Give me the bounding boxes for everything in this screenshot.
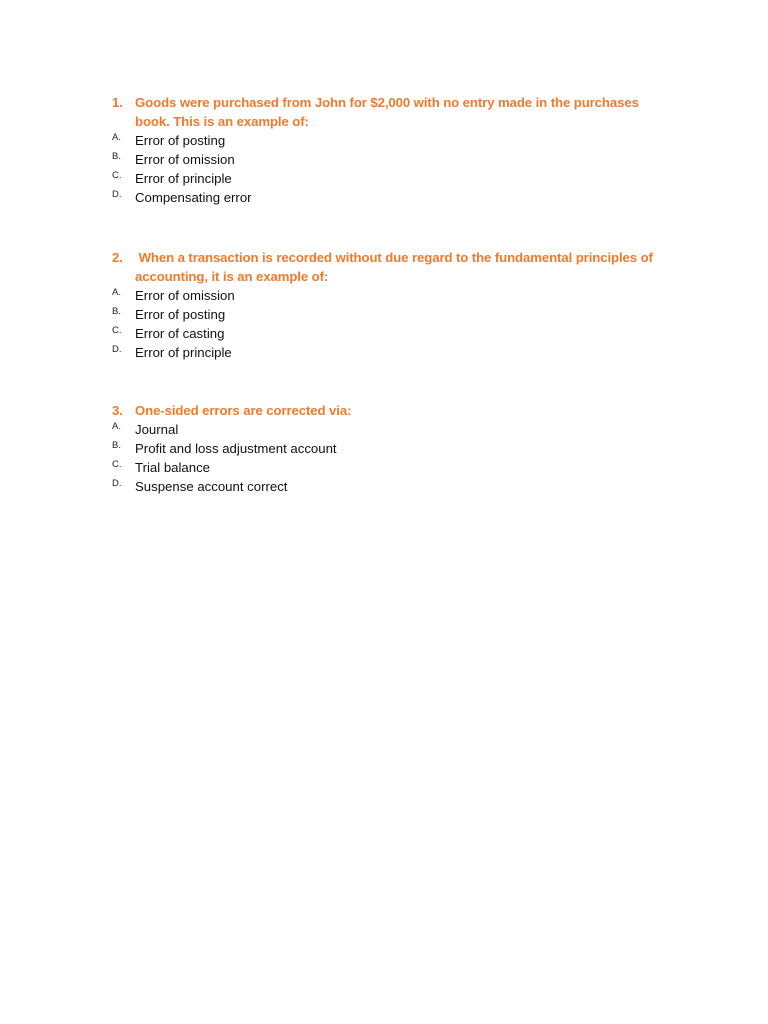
question-text: One-sided errors are corrected via: — [135, 403, 352, 418]
question-1-heading — [112, 93, 672, 131]
answer-options — [112, 131, 672, 207]
question-3 — [112, 401, 672, 496]
question-number: 3. — [112, 403, 123, 418]
question-number: 2. — [112, 250, 123, 265]
answer-options — [112, 286, 672, 362]
question-1 — [112, 93, 672, 207]
option-letter: A. — [112, 132, 121, 143]
option-letter: B. — [112, 151, 121, 162]
option-text: Trial balance — [135, 460, 211, 475]
question-3-heading — [112, 401, 672, 420]
question-text: When a transaction is recorded without due regard to the fundamental principles of accounting, it is an example of: — [135, 250, 657, 284]
option-text: Error of posting — [135, 133, 226, 148]
option-text: Error of omission — [135, 288, 235, 303]
option-text: Compensating error — [135, 190, 252, 205]
option-b — [112, 439, 672, 458]
option-text: Error of principle — [135, 171, 232, 186]
option-d — [112, 188, 672, 207]
option-letter: D. — [112, 344, 122, 355]
option-letter: C. — [112, 325, 122, 336]
option-b — [112, 150, 672, 169]
option-letter: B. — [112, 306, 121, 317]
option-a — [112, 131, 672, 150]
option-c — [112, 324, 672, 343]
option-letter: C. — [112, 170, 122, 181]
option-a — [112, 286, 672, 305]
option-text: Profit and loss adjustment account — [135, 441, 337, 456]
option-text: Journal — [135, 422, 179, 437]
question-2-heading — [112, 248, 672, 286]
question-text: Goods were purchased from John for $2,000 with no entry made in the purchases book. This is an example of: — [135, 95, 639, 129]
option-a — [112, 420, 672, 439]
option-text: Error of principle — [135, 345, 232, 360]
option-text: Error of casting — [135, 326, 225, 341]
option-letter: A. — [112, 421, 121, 432]
option-letter: D. — [112, 189, 122, 200]
option-text: Suspense account correct — [135, 479, 288, 494]
option-b — [112, 305, 672, 324]
option-letter: A. — [112, 287, 121, 298]
question-number: 1. — [112, 95, 123, 110]
question-2 — [112, 248, 672, 362]
option-c — [112, 169, 672, 188]
answer-options — [112, 420, 672, 496]
option-c — [112, 458, 672, 477]
option-letter: C. — [112, 459, 122, 470]
option-letter: B. — [112, 440, 121, 451]
option-d — [112, 477, 672, 496]
option-letter: D. — [112, 478, 122, 489]
option-text: Error of posting — [135, 307, 226, 322]
option-text: Error of omission — [135, 152, 235, 167]
option-d — [112, 343, 672, 362]
